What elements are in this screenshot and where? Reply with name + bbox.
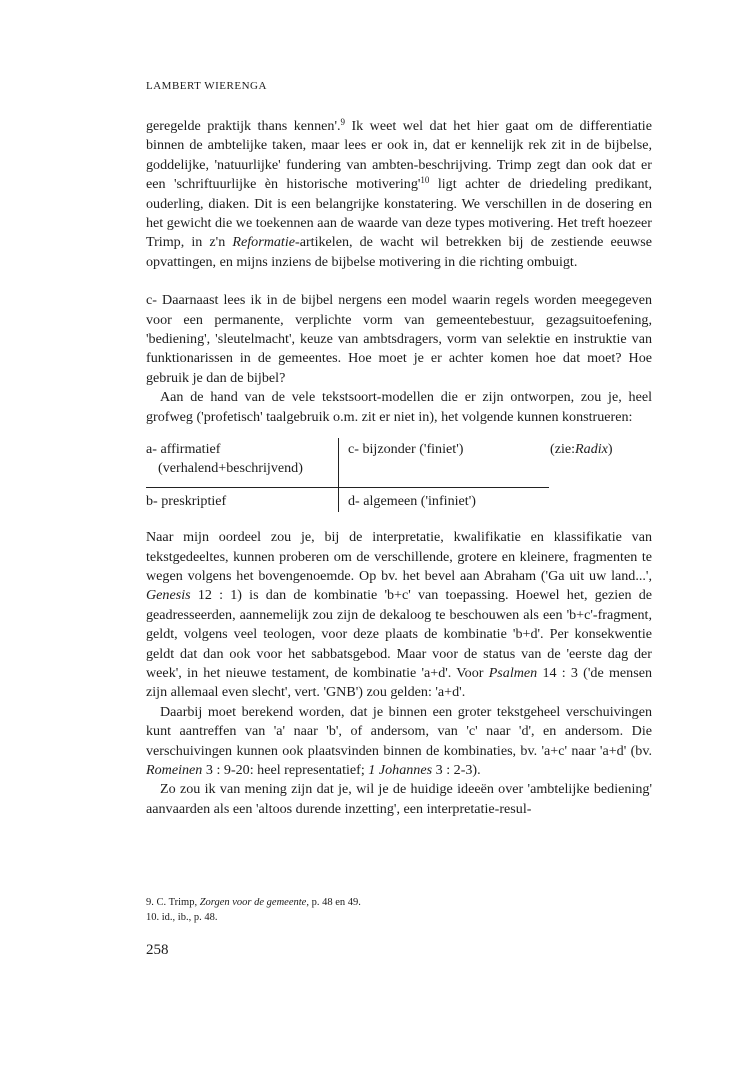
page-number: 258 — [146, 942, 169, 958]
zie-radix: Radix — [575, 441, 608, 458]
table-vertical-rule — [338, 438, 339, 512]
paragraph-1-text-3: ligt achter de driedeling predikant, ouderling, diaken. Dit is een belangrijke konstatering. We verschillen in de dosering en het gewicht die we toekennen aan de waarde van deze types motivering. Het treft hoezeer Trimp, in z'n — [146, 176, 652, 251]
table-cell-a-note: (verhalend+beschrijvend) — [158, 460, 303, 477]
paragraph-2: c- Daarnaast lees ik in de bijbel nergens een model waarin regels worden meegegeven voor een permanente, verplichte vorm van gemeentebestuur, gezagsuitoefening, 'bediening', 'sleutelmacht', keuze van ambtsdragers, vorm van selektie en instruktie van funktionarissen in de gemeentes. Hoe moet je er achter komen hoe dat moet? Hoe gebruik je dan de bijbel? — [146, 292, 652, 386]
body-text — [146, 117, 652, 819]
footnote-ref-9[interactable]: 9 — [340, 117, 346, 127]
psalmen-italic: Psalmen — [488, 664, 538, 681]
genesis-italic: Genesis — [146, 587, 191, 604]
footnote-9 — [146, 895, 361, 910]
paragraph-1 — [146, 117, 652, 272]
paragraph-3: Aan de hand van de vele tekstsoort-modellen die er zijn ontworpen, zou je, heel grofweg ('profetisch' taalgebruik o.m. zit er niet in), het volgende kunnen konstrueren: — [146, 389, 652, 425]
paragraph-4-text-3: 14 : 3 ('de mensen zijn allemaal even slecht', vert. 'GNB') zou gelden: 'a+d'. — [146, 664, 652, 701]
romeinen-italic: Romeinen — [146, 761, 203, 778]
zie-prefix: (zie: — [550, 441, 576, 458]
footnote-9-prefix: 9. C. Trimp, — [146, 897, 200, 908]
paragraph-1-text-2: Ik weet wel dat het hier gaat om de differentiatie binnen de ambtelijke taken, maar lees er ook in, dat er kennelijk rek zit in de bijbelse, goddelijke, 'natuurlijke' fundering van ambten-beschrijving. Trimp zegt dan ook dat er een 'schriftuurlijke èn historische motivering' — [146, 118, 652, 193]
paragraph-5-text-3: 3 : 2-3). — [432, 761, 481, 778]
paragraph-4 — [146, 528, 652, 703]
paragraph-5-text-2: 3 : 9-20: heel representatief; — [202, 761, 369, 778]
paragraph-5 — [146, 703, 652, 781]
paragraph-1-text-1: geregelde praktijk thans kennen'. — [146, 118, 341, 134]
johannes-italic: 1 Johannes — [368, 761, 433, 778]
zie-suffix: ) — [607, 441, 613, 458]
page — [146, 0, 652, 1068]
section-gap — [146, 272, 652, 291]
paragraph-1-text-4: -artikelen, de wacht wil betrekken bij de zestiende eeuwse opvattingen, en mijns inziens de bijbelse motivering in die richting ombuigt. — [146, 234, 652, 270]
paragraph-4-text-1: Naar mijn oordeel zou je, bij de interpretatie, kwalifikatie en klassifikatie van tekstgedeeltes, kunnen proberen om de verschillende, grotere en kleinere, fragmenten te wegen volgens het bovengenoemde. Op bv. het bevel aan Abraham ('Ga uit uw land...', — [146, 529, 652, 584]
table-cell-a: a- affirmatief — [146, 441, 221, 458]
table-cell-c: c- bijzonder ('finiet') — [348, 441, 464, 458]
paragraph-6: Zo zou ik van mening zijn dat je, wil je de huidige ideeën over 'ambtelijke bediening' aanvaarden als een 'altoos durende inzetting', een interpretatie-resul- — [146, 781, 652, 817]
table-horizontal-rule — [146, 487, 549, 488]
paragraph-5-text-1: Daarbij moet berekend worden, dat je binnen een groter tekstgeheel verschuivingen kunt aantreffen van 'a' naar 'b', of andersom, van 'c' naar 'd', en andersom. Die verschuivingen kunnen ook plaatsvinden binnen de kombinaties, bv. 'a+c' naar 'a+d' (bv. — [146, 703, 652, 759]
footnote-10: 10. id., ib., p. 48. — [146, 912, 218, 923]
footnote-ref-10[interactable]: 10 — [420, 175, 430, 186]
table-cell-zie — [550, 440, 613, 459]
paragraph-4-text-2: 12 : 1) is dan de kombinatie 'b+c' van toepassing. Hoewel het, gezien de geadresseerden, aannemelijk zou zijn de dekaloog te beschouwen als een 'b+c'-fragment, geldt, volgens veel teologen, voor deze plaats de kombinatie 'b+d'. Per konsekwentie geldt dat dan ook voor het sabbatsgebod. Maar voor de status van de 'eerste dag der week', in het nieuwe testament, de kombinatie 'a+d'. Voor — [146, 587, 652, 681]
footnote-9-title: Zorgen voor de gemeente — [199, 897, 307, 908]
table-cell-d: d- algemeen ('infiniet') — [348, 493, 476, 510]
running-head: LAMBERT WIERENGA — [146, 80, 267, 92]
footnotes — [146, 895, 361, 925]
reformatie-italic: Reformatie — [232, 234, 296, 251]
table-cell-b: b- preskriptief — [146, 493, 227, 510]
footnote-9-suffix: , p. 48 en 49. — [306, 897, 361, 908]
text-type-table — [146, 438, 652, 514]
